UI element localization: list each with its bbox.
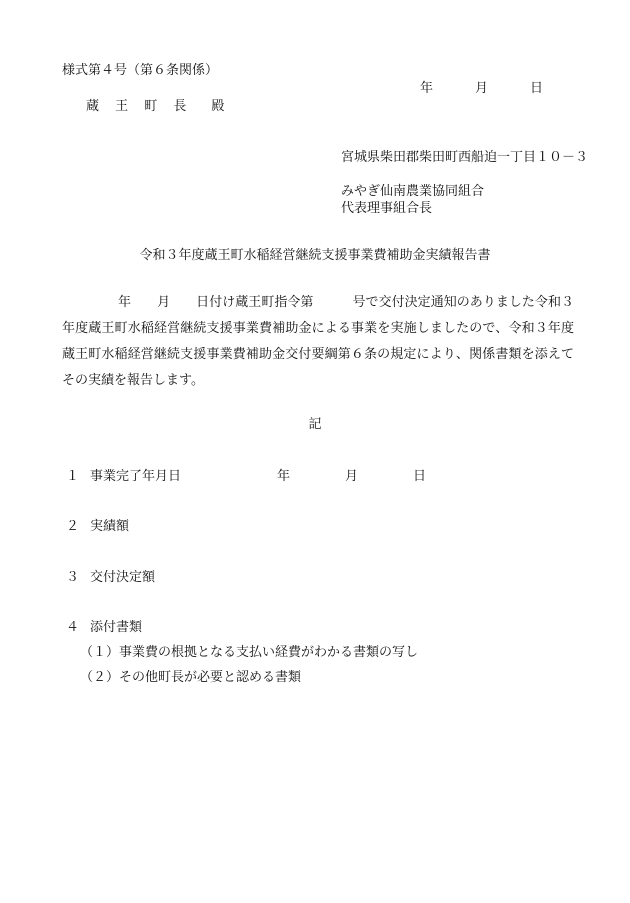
completion-day-label: 日: [413, 469, 427, 484]
report-body-text: 年 月 日付け蔵王町指令第 号で交付決定通知のありました令和３年度蔵王町水稲経営継続支援事業費補助金による事業を実施しましたので、令和３年度蔵王町水稲経営継続支援事業費補助金交付要綱第６条の規定により、関係書類を添えてその実績を報告します。: [62, 295, 574, 388]
completion-year-label: 年: [277, 469, 291, 484]
completion-date-fields: [277, 469, 426, 485]
item-actual-amount: [66, 519, 129, 535]
sender-title: 代表理事組合長: [341, 201, 433, 216]
item-number: ２: [66, 519, 80, 534]
item-label: 実績額: [90, 519, 130, 534]
form-number: 様式第４号（第６条関係）: [62, 63, 219, 78]
date-month-label: 月: [475, 81, 489, 96]
attachment-list-item: （２）その他町長が必要と認める書類: [80, 670, 302, 685]
item-number: ４: [66, 620, 80, 635]
item-number: １: [66, 469, 80, 484]
sender-address: 宮城県柴田郡柴田町西船迫一丁目１０－３: [341, 150, 589, 165]
ki-heading: 記: [308, 417, 322, 432]
sender-organization: みやぎ仙南農業協同組合: [341, 184, 485, 199]
item-label: 交付決定額: [90, 570, 156, 585]
attachment-list-item: （１）事業費の根拠となる支払い経費がわかる書類の写し: [80, 645, 419, 660]
item-label: 添付書類: [90, 620, 143, 635]
addressee: 蔵 王 町 長 殿: [86, 99, 231, 114]
date-day-label: 日: [530, 81, 544, 96]
item-grant-decision-amount: [66, 570, 155, 586]
report-date-line: [420, 81, 543, 97]
item-completion-date: [66, 469, 181, 485]
item-number: ３: [66, 570, 80, 585]
completion-month-label: 月: [345, 469, 359, 484]
item-attachments: [66, 620, 142, 636]
item-label: 事業完了年月日: [90, 469, 182, 484]
date-year-label: 年: [420, 81, 434, 96]
report-title: 令和３年度蔵王町水稲経営継続支援事業費補助金実績報告書: [139, 248, 491, 263]
